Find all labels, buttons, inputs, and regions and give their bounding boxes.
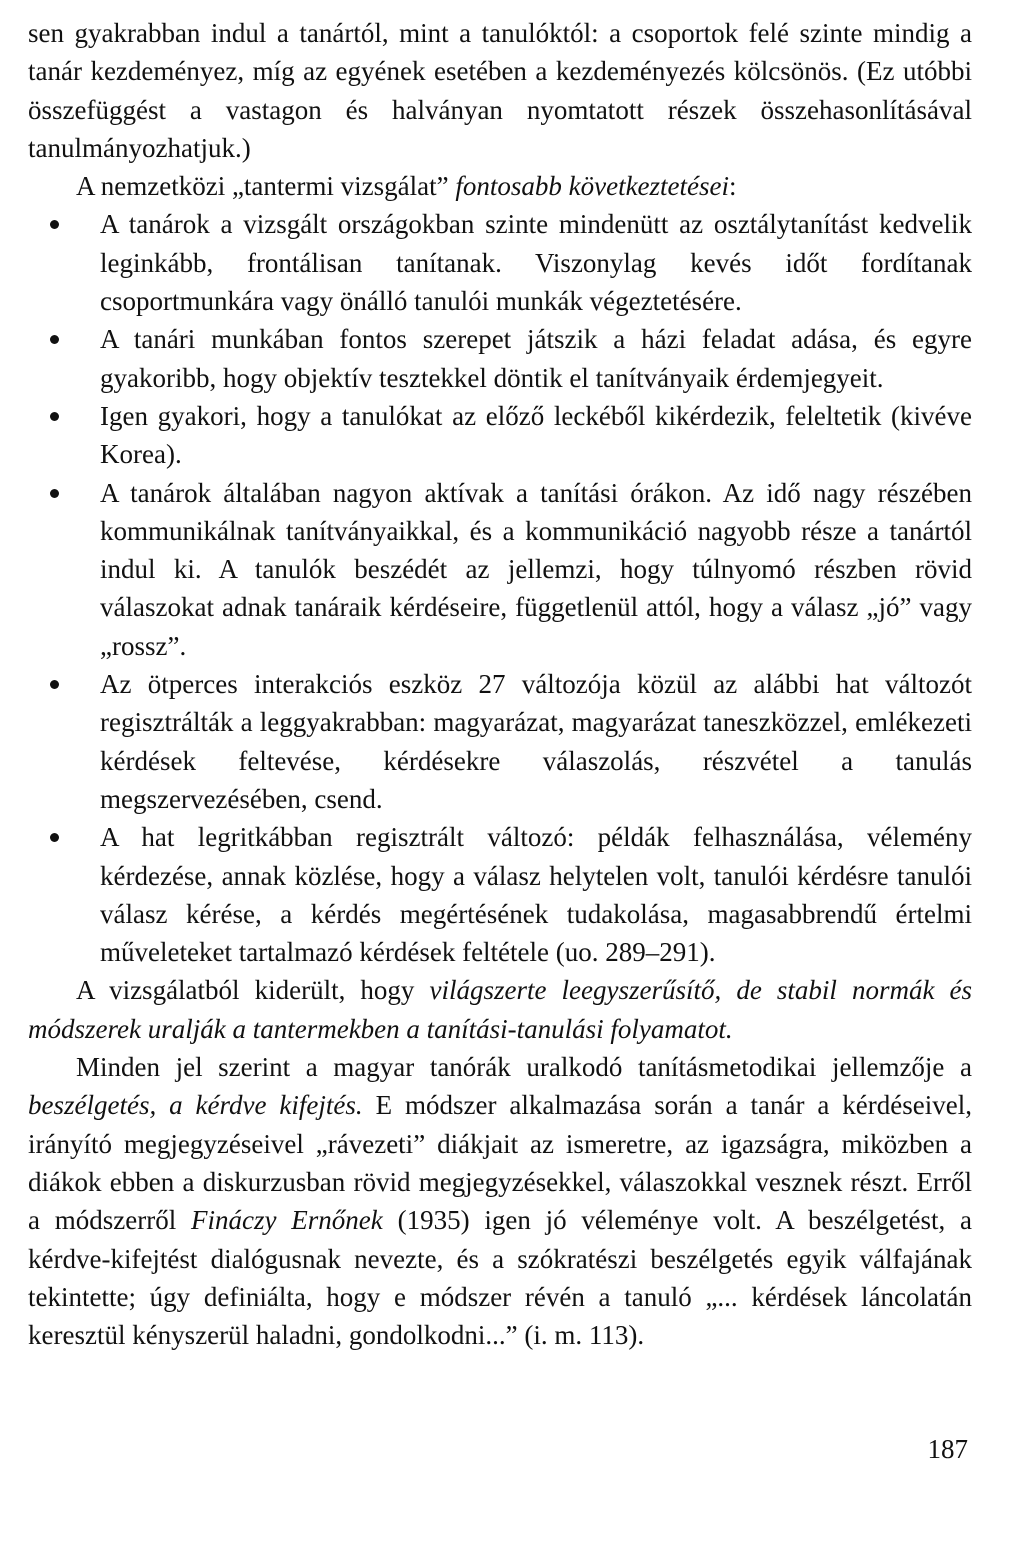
list-item	[28, 665, 972, 818]
list-item-text: A tanárok a vizsgált országokban szinte mindenütt az osztálytanítást kedvelik leginkább, frontálisan tanítanak. Viszonylag kevés időt fordítanak csoportmunkára vagy önálló tanulói munkák végeztetésére.	[100, 209, 972, 317]
hungarian-part-3: (1935) igen jó véleménye volt. A beszélgetést, a kérdve-kifejtést dialógusnak nevezte, és a szókratészi beszélgetés egyik válfajának tekintette; úgy definiálta, hogy e módszer révén a tanuló „... kérdések láncolatán keresztül kényszerül haladni, gondolkodni...” (i. m. 113).	[28, 1205, 972, 1351]
list-item	[28, 320, 972, 397]
consequences-lead-plain: A nemzetközi „tantermi vizsgálat”	[76, 171, 456, 202]
list-item-text: Az ötperces interakciós eszköz 27 változója közül az alábbi hat változót regisztrálták a leggyakrabban: magyarázat, magyarázat taneszközzel, emlékezeti kérdések feltevése, kérdésekre válaszolás, részvétel a tanulás megszervezésében, csend.	[100, 669, 972, 814]
list-item	[28, 397, 972, 474]
finding-italic: világszerte leegyszerűsítő, de stabil normák és módszerek uralják a tantermekben a tanítási-tanulási folyamatot.	[28, 975, 972, 1044]
hungarian-italic-2: Fináczy Ernőnek	[191, 1205, 383, 1236]
page-number: 187	[927, 1434, 968, 1464]
intro-paragraph: sen gyakrabban indul a tanártól, mint a tanulóktól: a csoportok felé szinte mindig a tanár kezdeményez, míg az egyének esetében a kezdeményezés kölcsönös. (Ez utóbbi összefüggést a vastagon és halványan nyomtatott részek összehasonlításával tanulmányozhatjuk.)	[28, 18, 972, 163]
hungarian-italic-1: beszélgetés, a kérdve kifejtés.	[28, 1090, 363, 1121]
list-item	[28, 818, 972, 971]
consequences-lead-colon: :	[729, 171, 737, 202]
hungarian-part-2: E módszer alkalmazása során a tanár a kérdéseivel, irányító megjegyzéseivel „rávezeti” diákjait az ismeretre, az igazságra, miközben a diákok ebben a diskurzusban rövid megjegyzésekkel, válaszokkal vesznek részt. Erről a módszerről	[28, 1090, 972, 1236]
list-item-text: A hat legritkábban regisztrált változó: példák felhasználása, vélemény kérdezése, annak közlése, hogy a válasz helytelen volt, tanulói kérdésre tanulói válasz kérése, a kérdés megértésének tudakolása, magasabbrendű értelmi műveleteket tartalmazó kérdések feltétele (uo. 289–291).	[100, 822, 972, 968]
consequences-lead	[28, 167, 972, 205]
hungarian-method-paragraph	[28, 1048, 972, 1354]
bullet-icon	[50, 335, 59, 344]
finding-plain: A vizsgálatból kiderült, hogy	[76, 975, 430, 1006]
bullet-icon	[50, 833, 59, 842]
bullet-icon	[50, 680, 59, 689]
bullet-icon	[50, 220, 59, 229]
list-item	[28, 205, 972, 320]
list-item-text: Igen gyakori, hogy a tanulókat az előző leckéből kikérdezik, feleltetik (kivéve Korea).	[100, 400, 972, 470]
list-item-text: A tanári munkában fontos szerepet játszik a házi feladat adása, és egyre gyakoribb, hogy objektív tesztekkel döntik el tanítványaik érdemjegyeit.	[100, 324, 972, 393]
consequences-lead-italic: fontosabb következtetései	[455, 171, 730, 202]
bullet-icon	[50, 489, 59, 498]
list-item	[28, 474, 972, 665]
hungarian-part-1: Minden jel szerint a magyar tanórák uralkodó tanításmetodikai jellemzője a	[76, 1052, 972, 1083]
list-item-text: A tanárok általában nagyon aktívak a tanítási órákon. Az idő nagy részében kommunikálnak tanítványaikkal, és a kommunikáció nagyobb része a tanártól indul ki. A tanulók beszédét az jellemzi, hogy túlnyomó részben rövid válaszokat adnak tanáraik kérdéseire, függetlenül attól, hogy a válasz „jó” vagy „rossz”.	[100, 477, 972, 661]
bullet-icon	[50, 412, 59, 421]
consequences-list	[28, 205, 972, 971]
page-body	[28, 14, 972, 1354]
finding-paragraph	[28, 971, 972, 1048]
